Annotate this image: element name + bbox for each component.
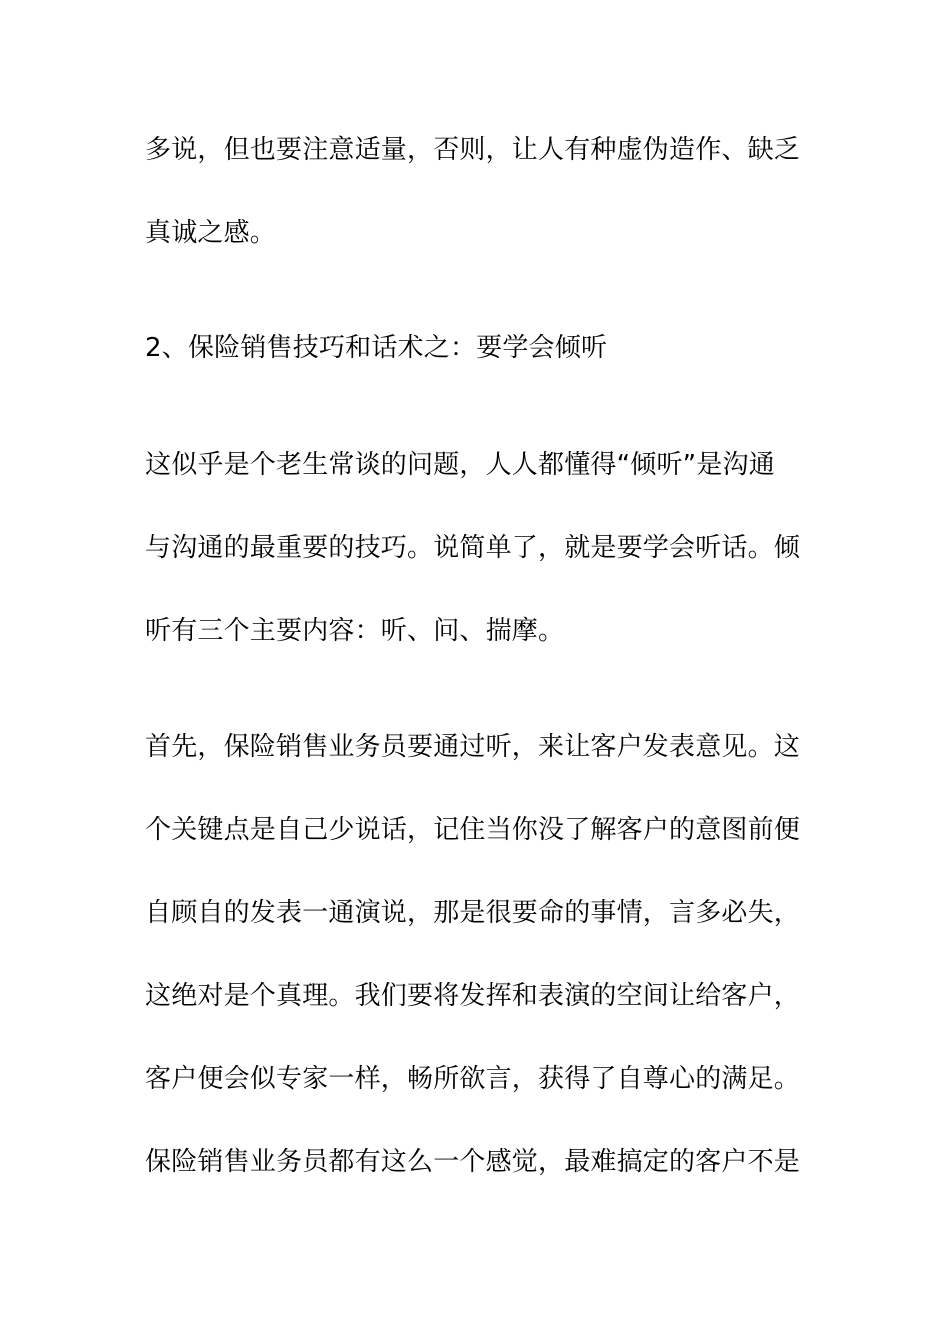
paragraph-line: 这似乎是个老生常谈的问题，人人都懂得“倾听”是沟通 [145, 450, 775, 480]
paragraph-line: 多说，但也要注意适量，否则，让人有种虚伪造作、缺乏 [145, 135, 801, 165]
paragraph-line: 与沟通的最重要的技巧。说简单了，就是要学会听话。倾 [145, 533, 801, 563]
paragraph-line: 自顾自的发表一通演说，那是很要命的事情，言多必失， [145, 898, 801, 928]
section-heading: 2、保险销售技巧和话术之：要学会倾听 [145, 333, 608, 363]
paragraph-line: 客户便会似专家一样，畅所欲言，获得了自尊心的满足。 [145, 1064, 801, 1094]
paragraph-line: 个关键点是自己少说话，记住当你没了解客户的意图前便 [145, 815, 801, 845]
paragraph-line: 保险销售业务员都有这么一个感觉，最难搞定的客户不是 [145, 1147, 801, 1177]
paragraph-line: 首先，保险销售业务员要通过听，来让客户发表意见。这 [145, 732, 801, 762]
paragraph-line: 这绝对是个真理。我们要将发挥和表演的空间让给客户， [145, 981, 801, 1011]
paragraph-line: 听有三个主要内容：听、问、揣摩。 [145, 616, 565, 646]
paragraph-line: 真诚之感。 [145, 218, 277, 248]
